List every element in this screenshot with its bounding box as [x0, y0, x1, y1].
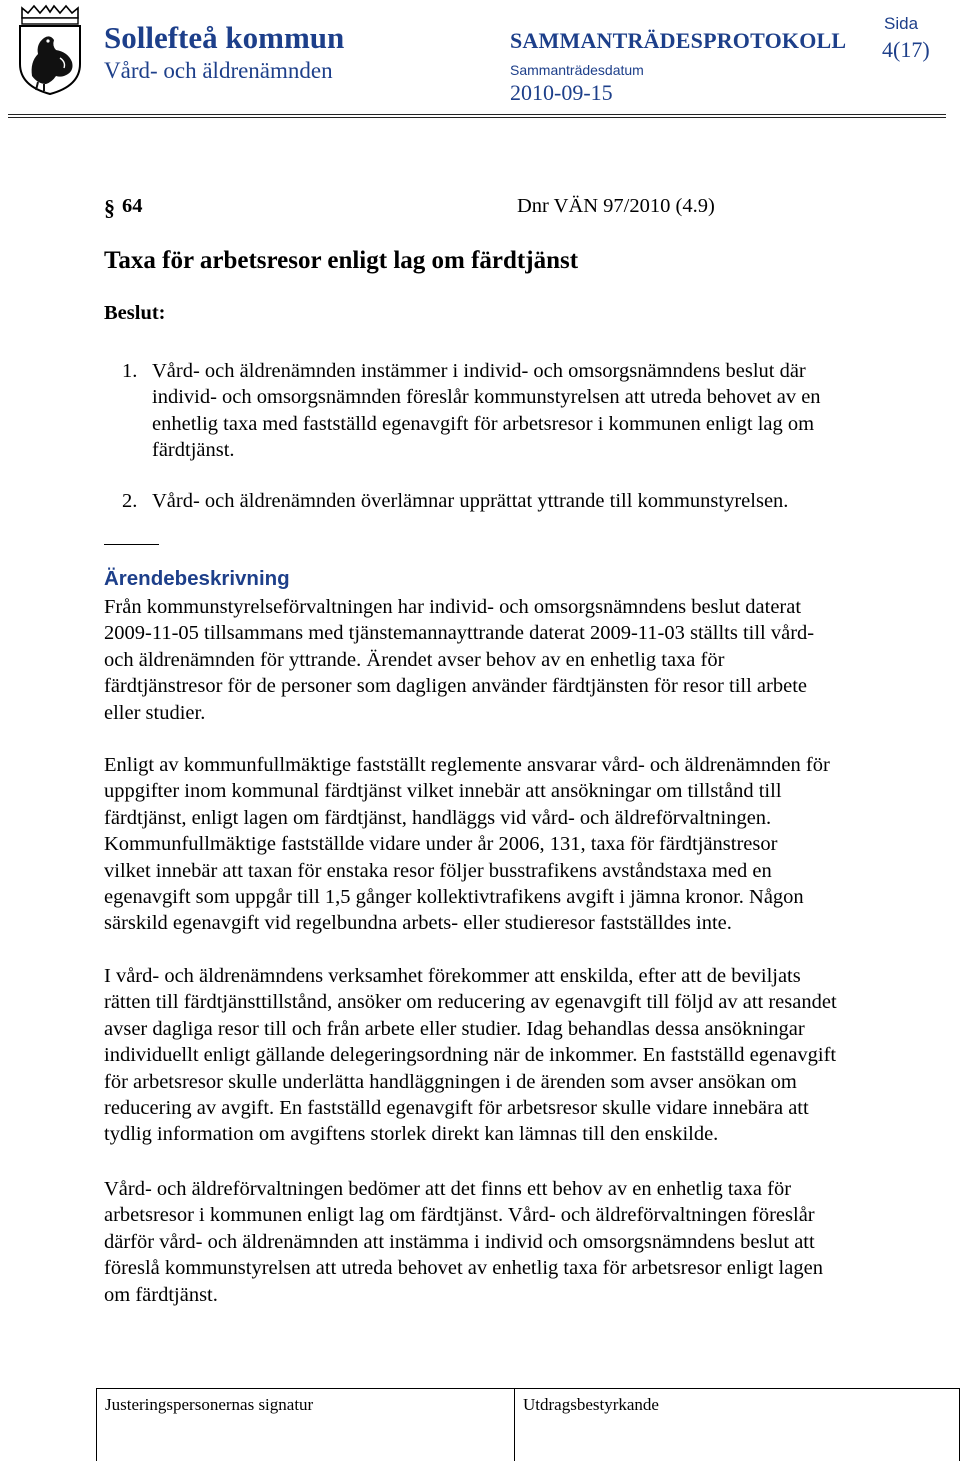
decision-label: Beslut:: [104, 302, 166, 324]
page-number: 4(17): [882, 37, 930, 62]
header-rule-thin: [8, 117, 946, 118]
body-line: I vård- och äldrenämndens verksamhet förekommer att enskilda, efter att de beviljats: [104, 965, 801, 987]
body-line: Enligt av kommunfullmäktige fastställt reglemente ansvarar vård- och äldrenämnden för: [104, 754, 830, 776]
signature-footer: [96, 1388, 960, 1461]
body-line: vilket innebär att taxan för enstaka resor följer busstrafikens avståndstaxa med en: [104, 859, 772, 882]
svg-text:§: §: [104, 195, 115, 220]
decision-line: enhetlig taxa med fastställd egenavgift för arbetsresor i kommunen enligt lag om: [152, 412, 815, 435]
body-line: därför vård- och äldrenämnden att instämma i individ och omsorgsnämndens beslut att: [104, 1230, 815, 1253]
body-line: reducering av avgift. En fastställd egenavgift för arbetsresor skulle vidare innebära att: [104, 1097, 809, 1120]
decision-line: individ- och omsorgsnämnden föreslår kommunstyrelsen att utreda behovet av en: [152, 386, 821, 409]
header-rule: [8, 114, 946, 115]
body-line: tydlig information om avgiftens storlek direkt kan lämnas till den enskilde.: [104, 1123, 719, 1146]
body-paragraph: [104, 963, 837, 1148]
separator-rule: [104, 544, 159, 545]
page-label: Sida: [884, 14, 919, 33]
coat-of-arms-icon: [16, 4, 84, 96]
body-line: Kommunfullmäktige fastställde vidare under år 2006, 131, taxa för färdtjänstresor: [104, 833, 778, 856]
body-line: för arbetsresor skulle underlätta handläggningen i de ärenden som avser ansökan om: [104, 1070, 797, 1093]
municipality-name: Sollefteå kommun: [104, 20, 345, 55]
body-paragraph: [104, 1176, 823, 1308]
body-line: uppgifter inom kommunal färdtjänst vilket innebär att ansökningar om tillstånd till: [104, 780, 782, 803]
background-heading: Ärendebeskrivning: [104, 567, 290, 590]
diary-number: Dnr VÄN 97/2010 (4.9): [517, 195, 715, 217]
body-line: 2009-11-05 tillsammans med tjänstemannayttrande daterat 2009-11-03 ställts till vård-: [104, 622, 815, 645]
decision-line: färdtjänst.: [152, 439, 235, 462]
body-line: och äldrenämnden för yttrande. Ärendet avser behov av en enhetlig taxa för: [104, 648, 725, 671]
decision-item: [152, 488, 788, 514]
body-line: Vård- och äldreförvaltningen bedömer att det finns ett behov av en enhetlig taxa för: [104, 1178, 792, 1200]
decision-line: Vård- och äldrenämnden instämmer i individ- och omsorgsnämndens beslut där: [152, 360, 806, 382]
body-line: särskild egenavgift vid regelbundna arbets- eller studieresor fastställdes inte.: [104, 912, 732, 935]
body-line: Från kommunstyrelseförvaltningen har individ- och omsorgsnämndens beslut daterat: [104, 596, 802, 618]
decision-number: 2.: [122, 490, 138, 512]
body-line: arbetsresor i kommunen enligt lag om färdtjänst. Vård- och äldreförvaltningen föreslår: [104, 1204, 815, 1227]
decision-item: [152, 358, 821, 464]
meeting-date: 2010-09-15: [510, 80, 613, 105]
body-line: rätten till färdtjänsttillstånd, ansöker om reducering av egenavgift till följd av att resandet: [104, 991, 837, 1014]
body-paragraph: [104, 752, 830, 937]
body-line: färdtjänstresor för de personer som dagligen använder färdtjänsten för resor till arbete: [104, 675, 807, 698]
meeting-date-label: Sammanträdesdatum: [510, 62, 644, 78]
body-line: individuellt enligt gällande delegeringsordning när de inkommer. En fastställd egenavgift: [104, 1044, 837, 1067]
document-type: SAMMANTRÄDESPROTOKOLL: [510, 28, 847, 53]
body-line: avser dagliga resor till och från arbete eller studier. Idag behandlas dessa ansökningar: [104, 1017, 805, 1040]
body-line: eller studier.: [104, 701, 206, 724]
extract-certification-label: Utdragsbestyrkande: [523, 1395, 659, 1414]
body-line: färdtjänst, enligt lagen om färdtjänst, handläggs vid vård- och äldreförvaltningen.: [104, 806, 772, 829]
body-line: egenavgift som uppgår till 1,5 gånger kollektivtrafikens avgift i jämna kronor. Någon: [104, 886, 804, 909]
signature-label: Justeringspersonernas signatur: [105, 1395, 314, 1414]
body-line: föreslå kommunstyrelsen att utreda behovet av enhetlig taxa för arbetsresor enligt lagen: [104, 1257, 823, 1280]
section-sign-icon: [104, 194, 118, 220]
decision-number: 1.: [122, 360, 138, 382]
section-number: 64: [122, 195, 143, 217]
body-paragraph: [104, 594, 814, 726]
section-title: Taxa för arbetsresor enligt lag om färdtjänst: [104, 247, 579, 274]
footer-divider: [514, 1389, 515, 1461]
board-name: Vård- och äldrenämnden: [104, 58, 333, 83]
body-line: om färdtjänst.: [104, 1283, 218, 1306]
decision-line: Vård- och äldrenämnden överlämnar upprättat yttrande till kommunstyrelsen.: [152, 490, 789, 512]
